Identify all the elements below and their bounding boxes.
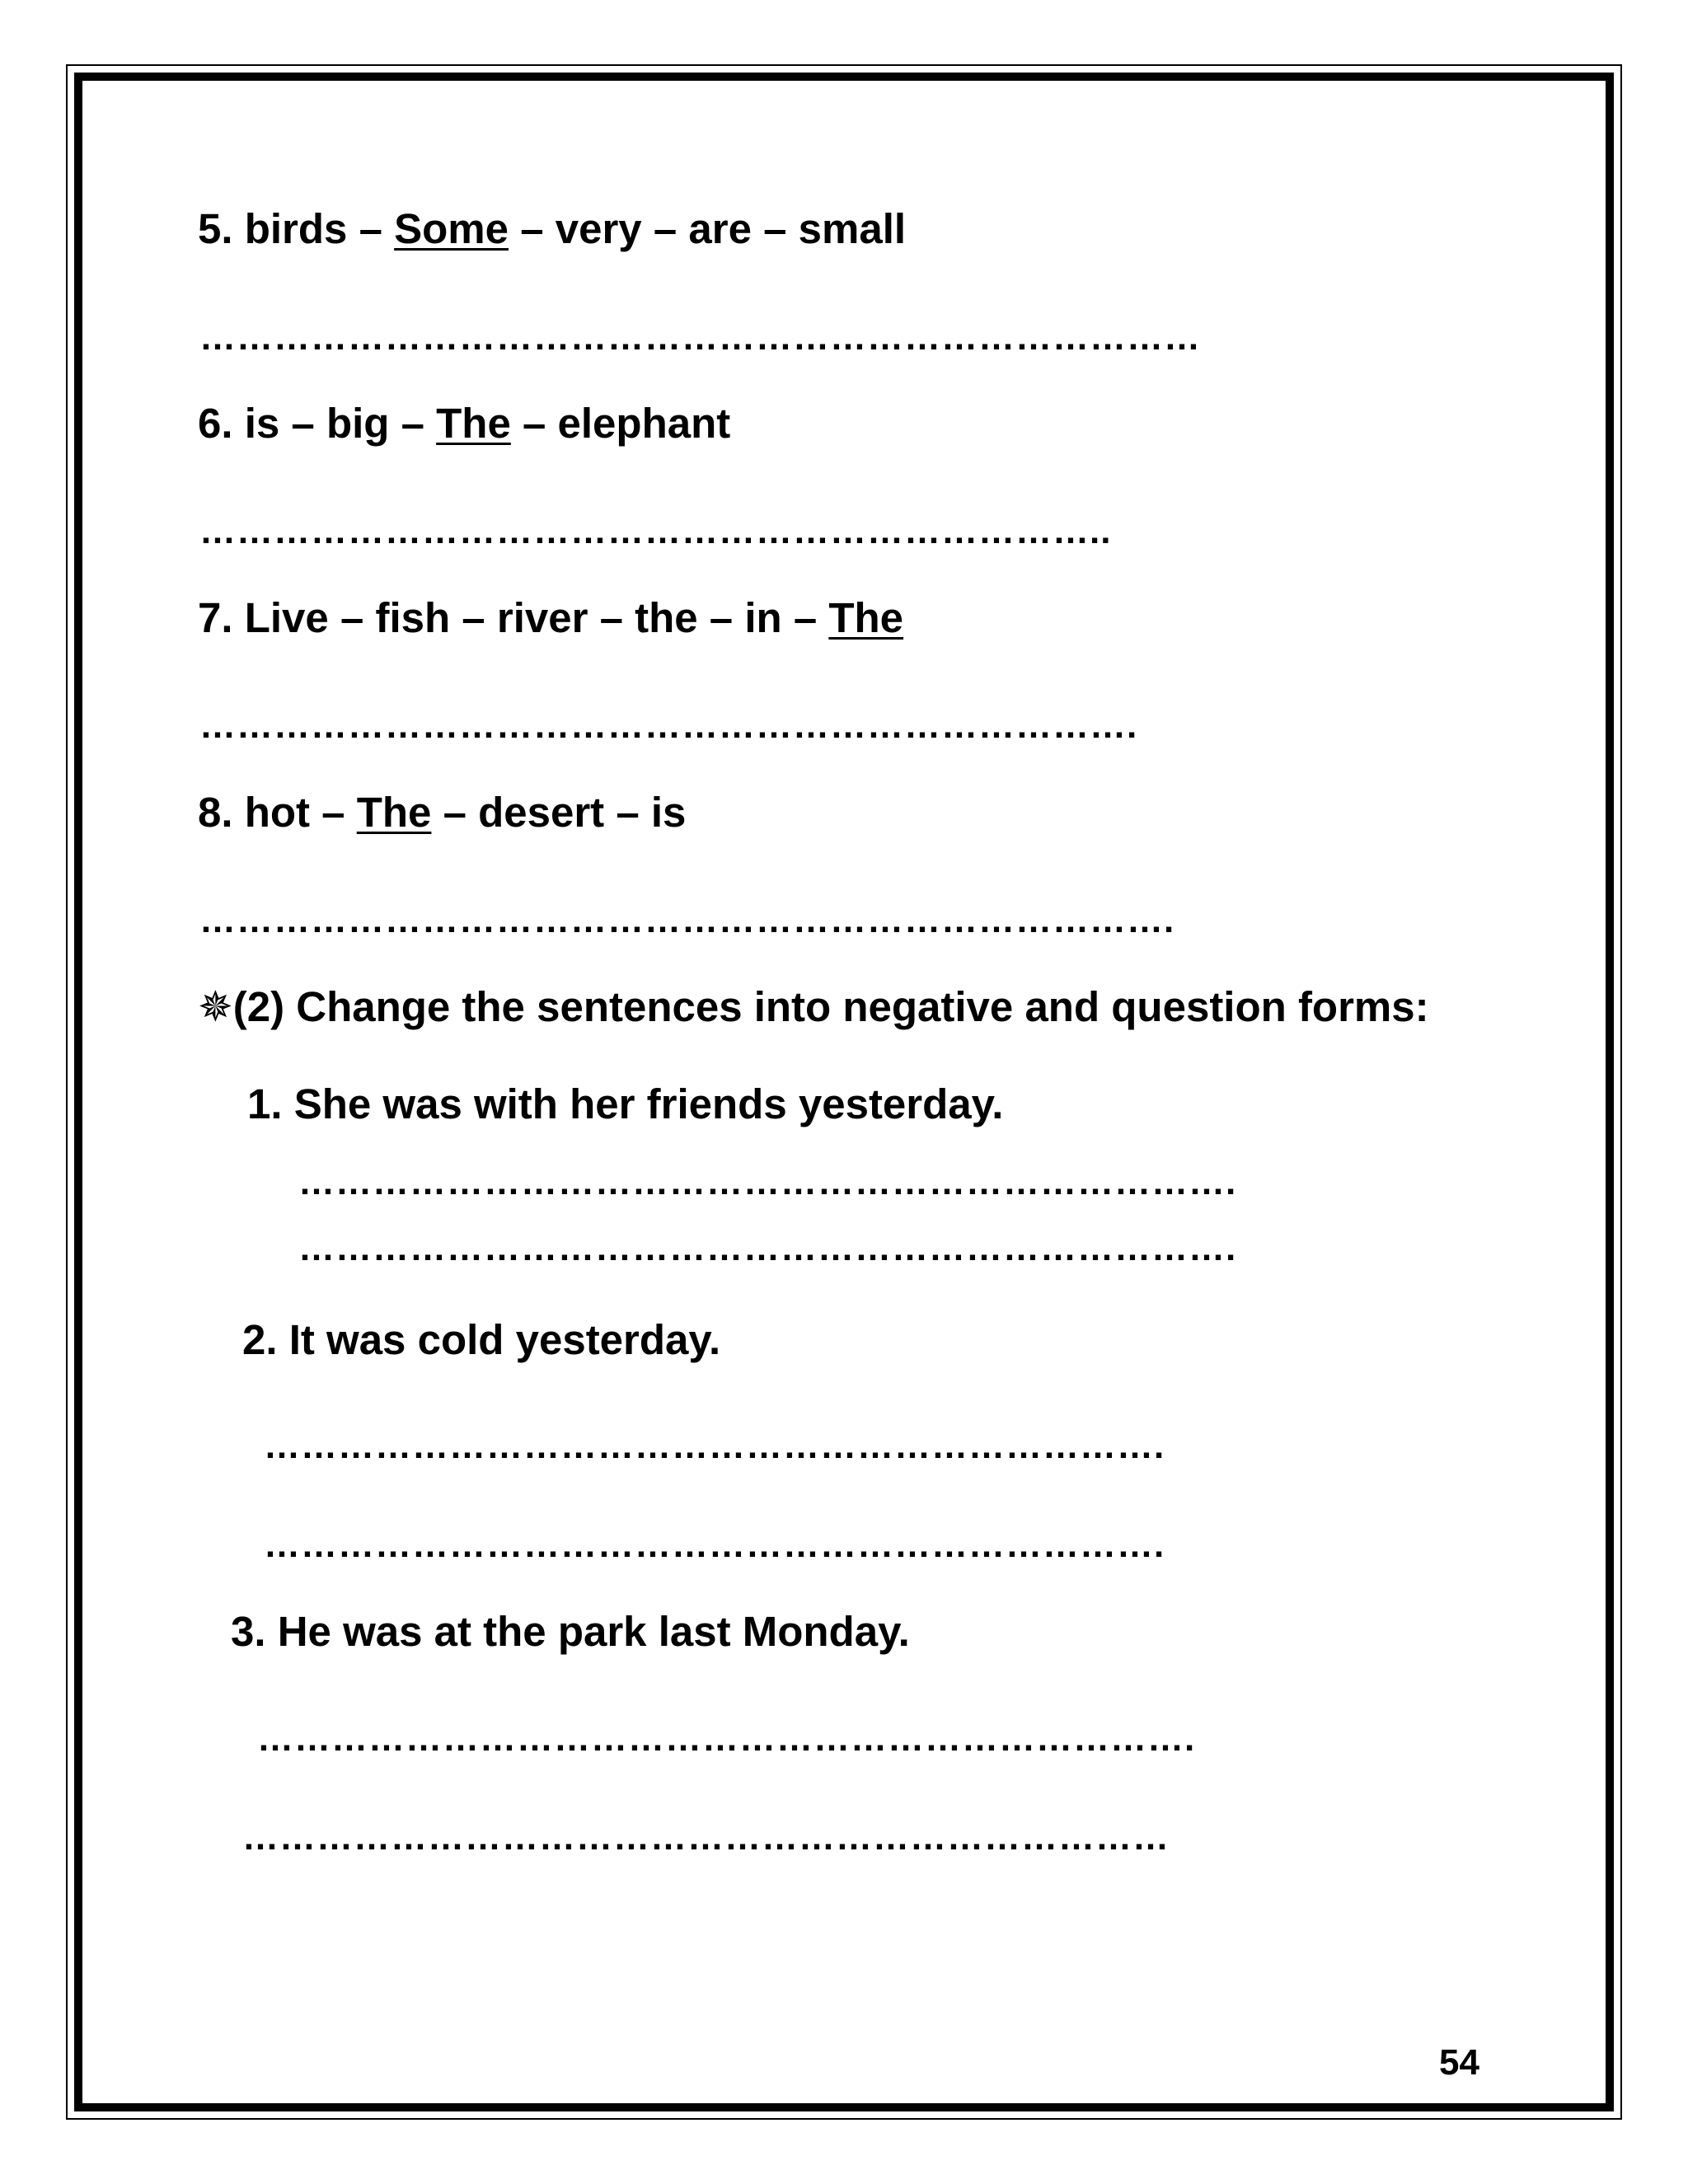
item-words-before: birds – [244,205,382,252]
exercise-item-5 [198,204,906,254]
answer-line-question[interactable]: ………………………………………………………………… [242,1817,1170,1858]
item-number: 8. [198,789,233,836]
item-words-after: – elephant [522,400,731,447]
answer-line[interactable]: ……………………………………………………………………. [199,900,1175,940]
heading-text: (2) Change the sentences into negative and question forms: [232,983,1429,1030]
item-words-after: – very – are – small [520,205,907,252]
answer-line-question[interactable]: …………………………………………………………………. [298,1228,1237,1268]
answer-line-negative[interactable]: ………………………………………………………………. [264,1426,1165,1466]
exercise-heading [198,982,1429,1032]
answer-line-negative[interactable]: …………………………………………………………………. [257,1718,1196,1759]
item-words-before: hot – [244,789,345,836]
exercise-item-8 [198,788,686,837]
answer-line-question[interactable]: ………………………………………………………………. [264,1525,1165,1565]
answer-line[interactable]: ……………………………………………………………….. [199,511,1112,551]
item-words-underlined: The [828,594,904,641]
sentence-2: 2. It was cold yesterday. [242,1316,721,1363]
item-number: 6. [198,400,233,447]
item-words-underlined: Some [394,205,509,252]
sentence-3: 3. He was at the park last Monday. [231,1608,910,1655]
item-number: 5. [198,205,233,252]
item-words-underlined: The [356,789,432,836]
item-words-before: is – big – [244,400,424,447]
item-words-before: Live – fish – river – the – in – [244,594,818,641]
sentence-1: 1. She was with her friends yesterday. [247,1080,1004,1127]
item-words-underlined: The [436,400,511,447]
star-icon: ✵ [198,983,233,1030]
exercise-item-6 [198,399,730,448]
item-number: 7. [198,594,233,641]
exercise-item-7 [198,593,903,643]
answer-line[interactable]: ……………………………………………………………………… [199,317,1201,358]
page-number: 54 [1439,2042,1479,2083]
answer-line[interactable]: …………………………………………………………………. [199,705,1138,746]
answer-line-negative[interactable]: …………………………………………………………………. [298,1162,1237,1202]
item-words-after: – desert – is [443,789,687,836]
